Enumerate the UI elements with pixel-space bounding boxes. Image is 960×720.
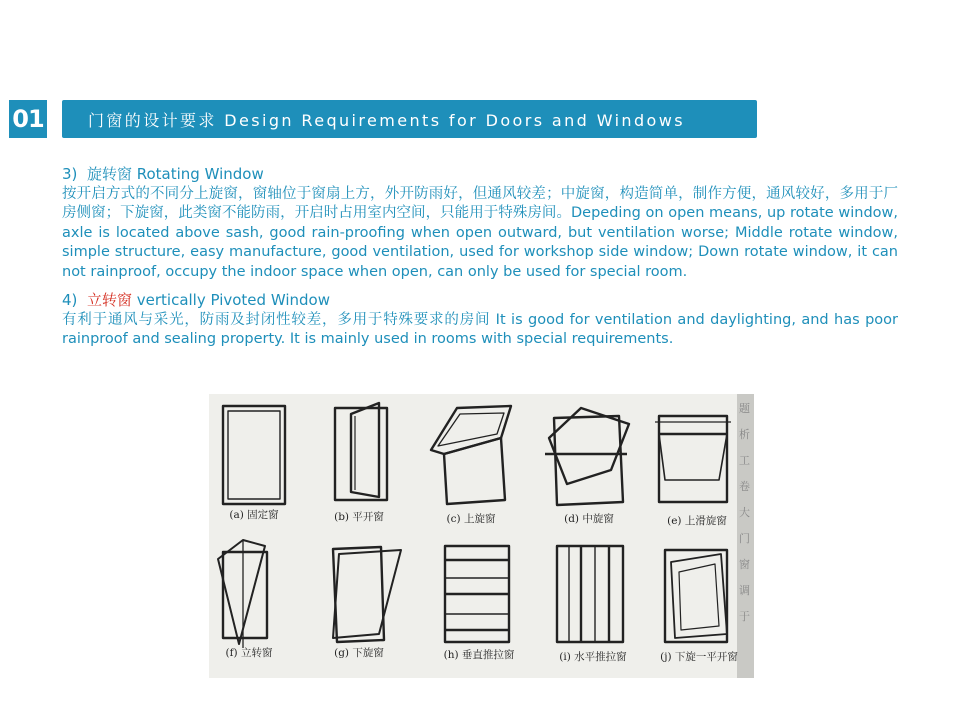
caption-i: (i) 水平推拉窗 [559, 651, 627, 663]
caption-a: (a) 固定窗 [229, 509, 279, 521]
svg-text:大: 大 [739, 506, 750, 519]
svg-text:工: 工 [739, 454, 750, 467]
section-3-title-cn: 旋转窗 [86, 165, 132, 183]
center-pivot-window-icon [545, 408, 629, 505]
section-4-body: 有利于通风与采光，防雨及封闭性较差，多用于特殊要求的房间 It is good for ventilation and daylighting, and has poor rainproof and sealing property. It is mainly used in rooms with special requirements. [62, 311, 898, 347]
svg-text:卷: 卷 [739, 480, 750, 493]
top-slide-pivot-window-icon [655, 416, 731, 502]
section-3-title-en: Rotating Window [136, 165, 264, 183]
window-types-figure [209, 394, 754, 678]
caption-c: (c) 上旋窗 [446, 513, 496, 525]
vertical-pivot-window-icon [218, 540, 267, 648]
section-4-title-en: vertically Pivoted Window [136, 291, 330, 309]
vertical-sliding-window-icon [445, 546, 509, 642]
svg-text:门: 门 [739, 532, 750, 545]
caption-e: (e) 上滑旋窗 [667, 515, 727, 527]
caption-h: (h) 垂直推拉窗 [443, 649, 515, 661]
svg-text:窗: 窗 [739, 558, 750, 571]
svg-text:析: 析 [739, 428, 750, 441]
caption-d: (d) 中旋窗 [564, 513, 614, 525]
section-4-title-cn: 立转窗 [86, 291, 132, 309]
section-4-heading [62, 291, 898, 311]
svg-text:于: 于 [739, 610, 750, 623]
section-3-prefix: 3) [62, 165, 78, 183]
section-3-heading [62, 165, 898, 185]
tilt-turn-window-icon [665, 550, 727, 642]
casement-window-icon [335, 403, 387, 500]
top-hung-window-icon [431, 406, 511, 504]
svg-text:题: 题 [739, 402, 750, 415]
caption-b: (b) 平开窗 [334, 511, 384, 523]
caption-f: (f) 立转窗 [225, 647, 273, 659]
header-title: 门窗的设计要求 Design Requirements for Doors and Windows [88, 110, 685, 130]
window-types-drawing [209, 394, 754, 678]
svg-text:调: 调 [739, 584, 750, 597]
section-3-body: 按开启方式的不同分上旋窗，窗轴位于窗扇上方，外开防雨好，但通风较差；中旋窗，构造简单，制作方便，通风较好，多用于厂房侧窗；下旋窗，此类窗不能防雨，开启时占用室内空间，只能用于特殊房间。Depeding on open means, up rotate window, axle is located above sash, good rain-proofing when open outward, but ventilation worse; Middle rotate window, simple structure, easy manufacture, good ventilation, used for workshop side window; Down rotate window, it can not rainproof, occupy the indoor space when open, can only be used for special room. [62, 185, 898, 280]
section-number-badge: 01 [9, 100, 47, 138]
bottom-hung-window-icon [333, 547, 401, 642]
caption-j: (j) 下旋一平开窗 [660, 651, 738, 663]
section-header [62, 100, 757, 138]
horizontal-sliding-window-icon [557, 546, 623, 642]
content-area [62, 165, 898, 359]
fixed-window-icon [223, 406, 285, 504]
caption-g: (g) 下旋窗 [334, 647, 384, 659]
section-4-prefix: 4) [62, 291, 78, 309]
